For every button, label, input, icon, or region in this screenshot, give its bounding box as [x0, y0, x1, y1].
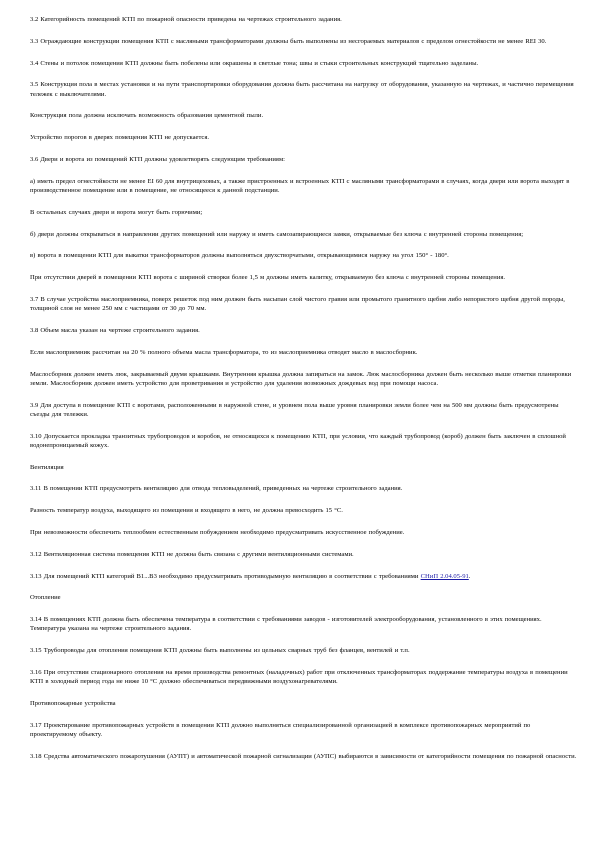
paragraph-3-6-v: в) ворота в помещении КТП для выкатки трансформаторов должны выполняться двухстворчатыми, открывающимися наружу на угол 150° - 180°. [30, 252, 449, 260]
paragraph-3-11: 3.11 В помещении КТП предусмотреть вентиляцию для отвода тепловыделений, приведенных на чертеже строительного задания. [30, 485, 403, 493]
heading-fire-protection: Противопожарные устройства [30, 699, 116, 707]
paragraph-3-4: 3.4 Стены и потолок помещения КТП должны быть побелены или окрашены в светлые тона; швы и стыки строительных конструкций тщательно заделаны. [30, 59, 479, 67]
paragraph-3-12: 3.12 Вентиляционная система помещения КТП не должна быть связана с другими вентиляционными системами. [30, 550, 354, 558]
paragraph-3-6-a: а) иметь предел огнестойкости не менее EI 60 для внутрицеховых, а также пристроенных и встроенных КТП с масляными трансформаторами в случаях, когда двери или ворота выходят в производственное помещение или в помещение, не относящееся к данной подстанции. [30, 177, 570, 194]
paragraph-3-13-tail: . [468, 572, 471, 580]
paragraph-3-6-b: б) двери должны открываться в направлении других помещений или наружу и иметь самозапирающиеся замки, открываемые без ключа с внутренней стороны помещения; [30, 230, 524, 238]
paragraph-3-5: 3.5 Конструкция пола в местах установки и на пути транспортировки оборудования должна быть рассчитана на нагрузку от оборудования, указанную на чертежах, и частично перемещения тележек с выключателями. [30, 81, 574, 98]
paragraph-3-3: 3.3 Ограждающие конструкции помещения КТП с масляными трансформаторами должны быть выполнены из несгораемых материалов с пределом огнестойкости не менее REI 30. [30, 37, 547, 45]
paragraph-3-8-oil-collector: Маслосборник должен иметь люк, закрываемый двумя крышками. Внутренняя крышка должна запираться на замок. Люк маслосборника должен быть несколько выше отметки планировки земли. Маслосборник должен иметь устройство для проветривания и устройство для удаления возможных дождевых вод при помощи насоса. [30, 370, 572, 387]
snip-link[interactable]: СНиП 2.04.05-91 [420, 572, 469, 580]
paragraph-3-6: 3.6 Двери и ворота из помещений КТП должны удовлетворять следующим требованиям: [30, 155, 285, 163]
paragraph-3-15: 3.15 Трубопроводы для отопления помещения КТП должны быть выполнены из цельных сварных труб без фланцев, вентилей и т.п. [30, 647, 410, 655]
paragraph-3-2: 3.2 Категорийность помещений КТП по пожарной опасности приведена на чертежах строительного задания. [30, 16, 342, 23]
paragraph-floor-dust: Конструкция пола должна исключать возможность образования цементной пыли. [30, 112, 264, 120]
paragraph-3-8-oil-receiver: Если маслоприемник рассчитан на 20 % полного объема масла трансформатора, то из маслоприемника отводят масло в маслосборник. [30, 348, 418, 356]
paragraph-3-6-gate-wicket: При отсутствии дверей в помещении КТП ворота с шириной створки более 1,5 м должны иметь калитку, открываемую без ключа с внутренней стороны помещения. [30, 274, 506, 282]
heading-heating: Отопление [30, 594, 61, 602]
heading-ventilation: Вентиляция [30, 463, 64, 471]
paragraph-3-10: 3.10 Допускается прокладка транзитных трубопроводов и коробов, не относящихся к помещению КТП, при условии, что каждый трубопровод (короб) должен быть заключен в сплошной водонепроницаемый кожух. [30, 432, 566, 449]
paragraph-3-17: 3.17 Проектирование противопожарных устройств в помещении КТП должно выполняться специализированной организацией в комплексе противопожарных мероприятий по проектируемому объекту. [30, 721, 531, 738]
paragraph-3-11-temperature-diff: Разность температур воздуха, выходящего из помещения и входящего в него, не должна превосходить 15 °С. [30, 507, 343, 515]
paragraph-3-13-text: 3.13 Для помещений КТП категорий В1...В3 необходимо предусматривать противодымную вентиляцию в соответствии с требованиями [30, 572, 419, 580]
paragraph-3-11-forced: При невозможности обеспечить теплообмен естественным побуждением необходимо предусматривать искусственное побуждение. [30, 528, 405, 536]
paragraph-thresholds: Устройство порогов в дверях помещения КТП не допускается. [30, 134, 210, 142]
paragraph-3-6-other-cases: В остальных случаях двери и ворота могут быть горючими; [30, 208, 203, 216]
paragraph-3-14: 3.14 В помещениях КТП должна быть обеспечена температура в соответствии с требованиями заводов - изготовителей электрооборудования, установленного в этих помещениях. Температура указана на чертеже строительного задания. [30, 616, 542, 633]
paragraph-3-7: 3.7 В случае устройства маслоприемника, поверх решеток под ним должен быть насыпан слой чистого гравия или промытого гранитного щебня либо непористого щебня другой породы, толщиной слоя не менее 250 мм с частицами от 30 до 70 мм. [30, 295, 565, 313]
paragraph-3-9: 3.9 Для доступа в помещение КТП с воротами, расположенными в наружной стене, и уровнем пола выше уровня планировки земли более чем на 500 мм должны быть предусмотрены съезды для тележки. [30, 401, 559, 418]
paragraph-3-16: 3.16 При отсутствии стационарного отопления на время производства ремонтных (наладочных) работ при отключенных трансформаторах поддержание температуры воздуха в помещении КТП в холодный период года не ниже 10 °С должно обеспечиваться передвижными воздухонагревателями. [30, 668, 568, 686]
paragraph-3-8: 3.8 Объем масла указан на чертеже строительного задания. [30, 326, 200, 334]
paragraph-3-18: 3.18 Средства автоматического пожаротушения (АУПТ) и автоматической пожарной сигнализации (АУПС) выбираются в зависимости от категорийности помещения по пожарной опасности. [30, 752, 577, 760]
paragraph-3-13 [30, 572, 577, 581]
